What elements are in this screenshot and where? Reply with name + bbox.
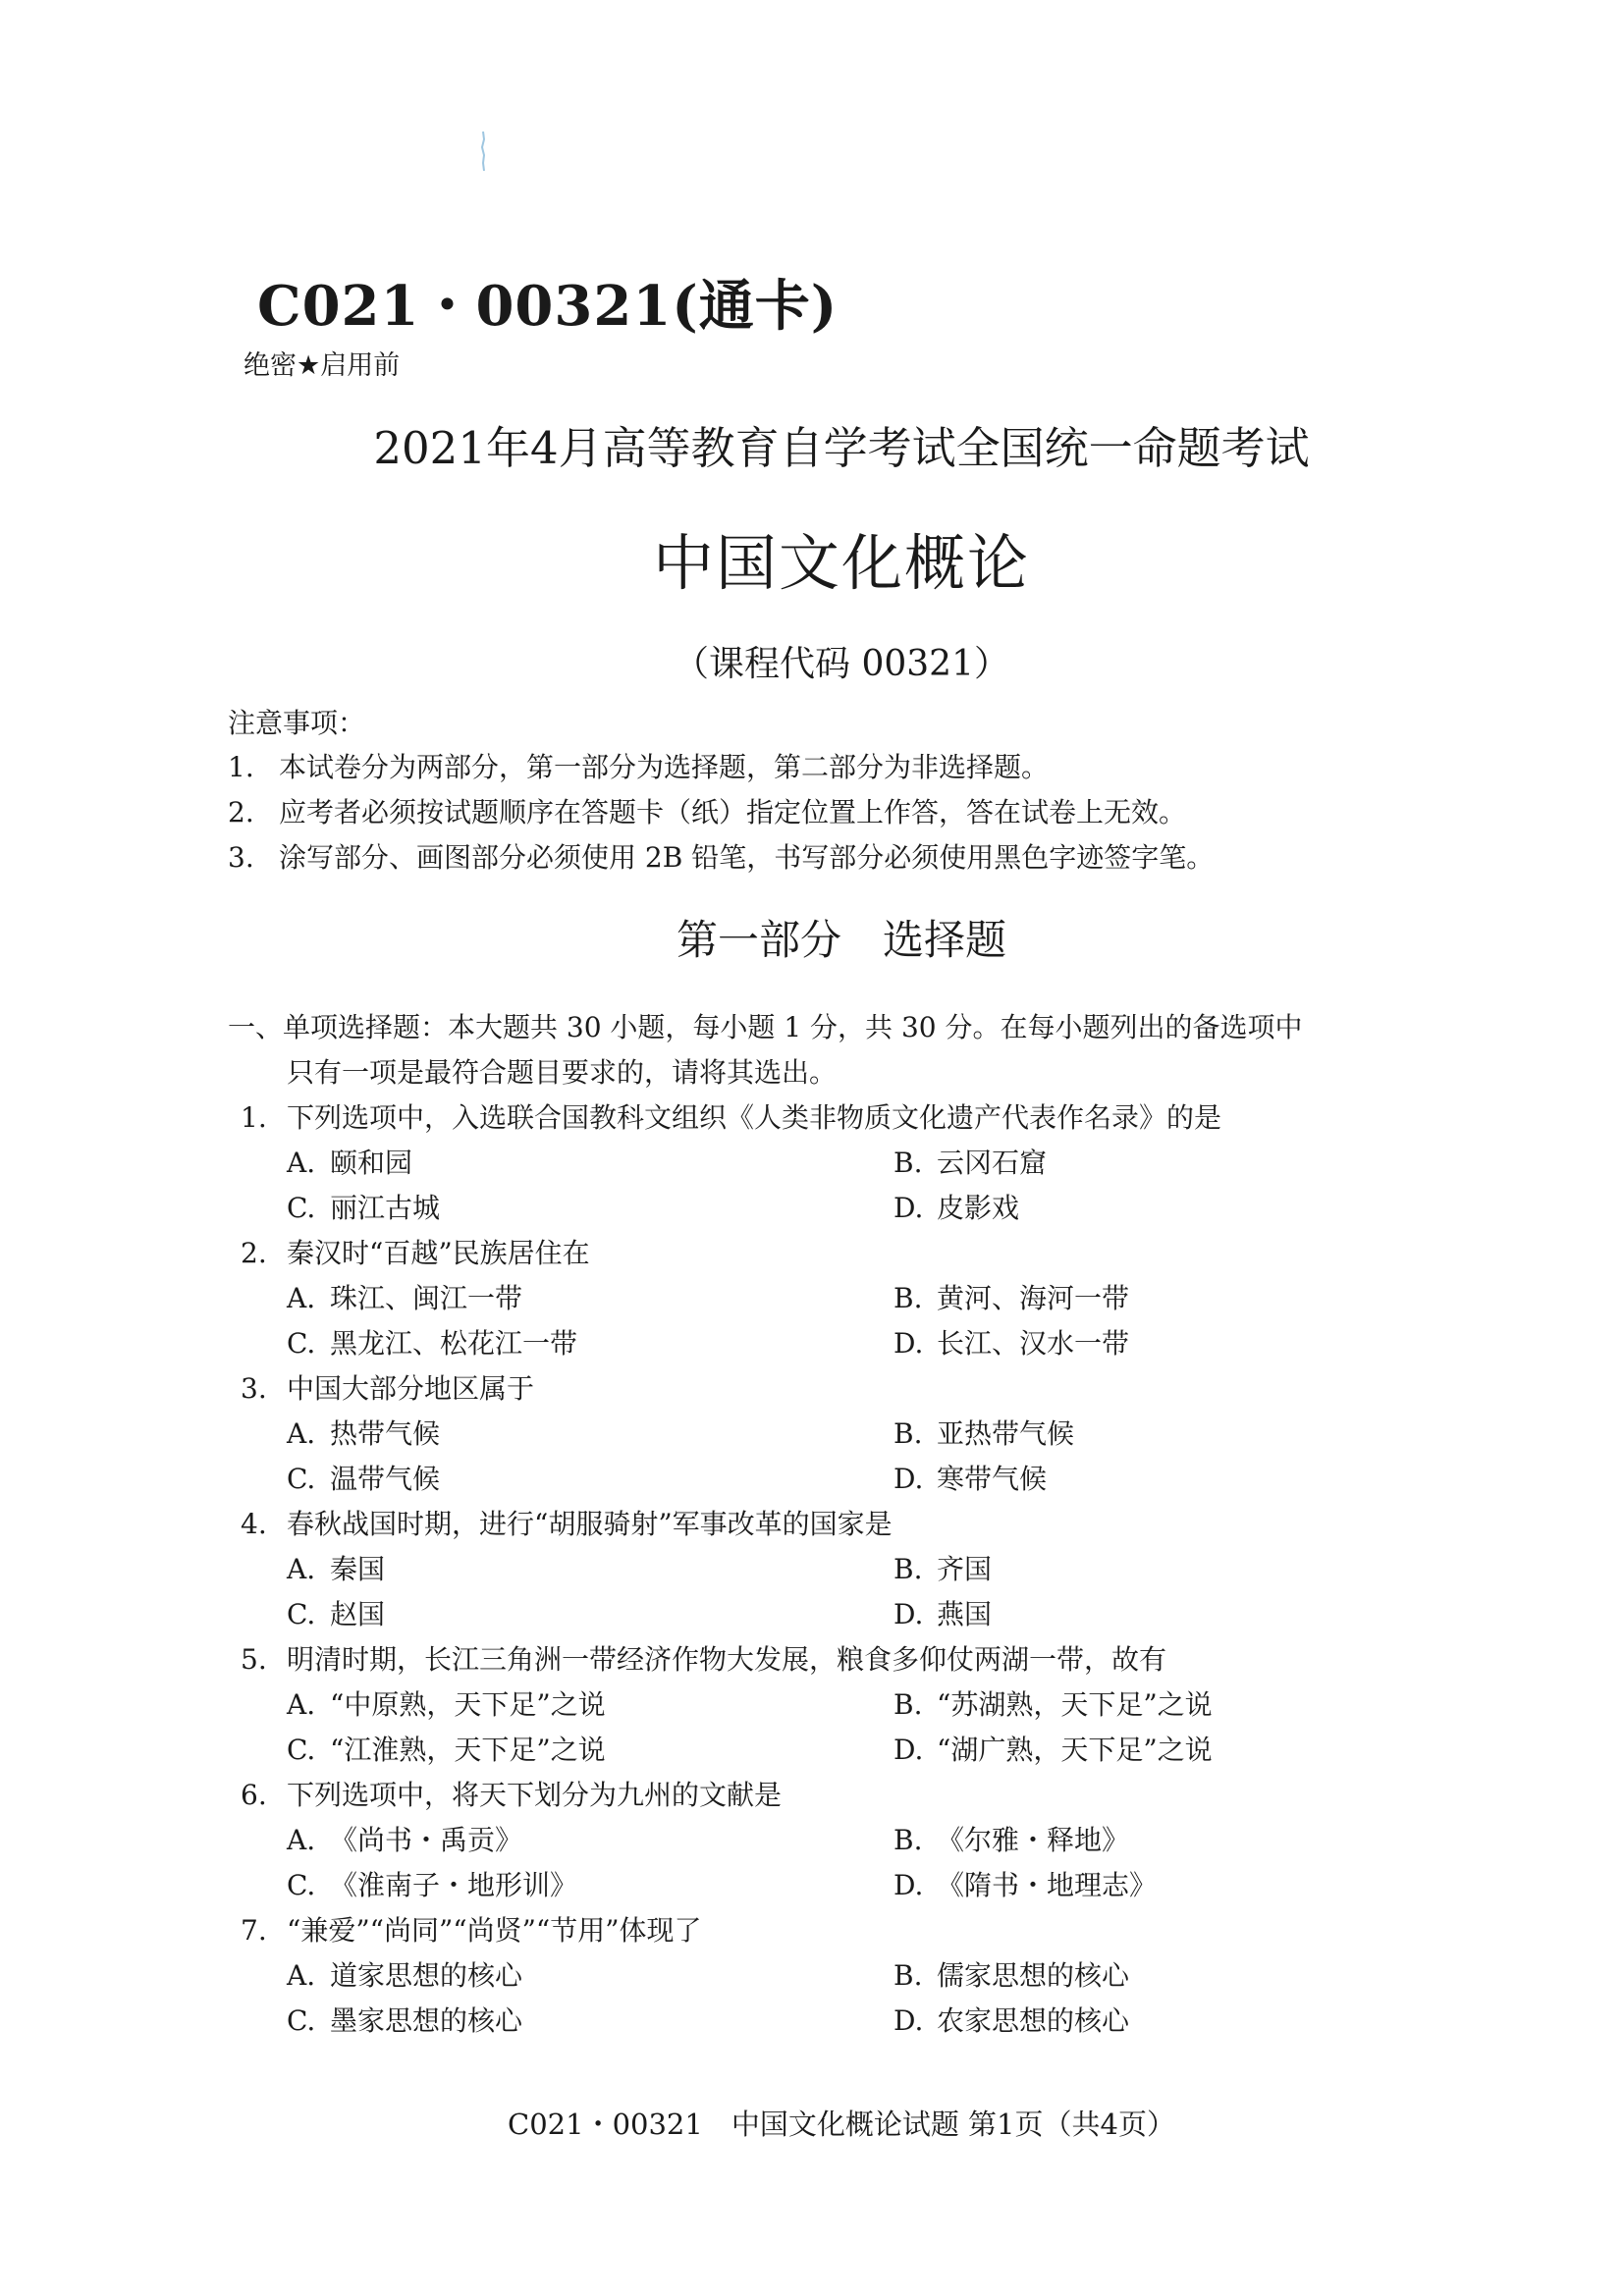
option-label: D.	[893, 1598, 924, 1630]
question-number: 7.	[241, 1914, 267, 1947]
option-text: 齐国	[937, 1553, 993, 1585]
notice-item	[228, 746, 1049, 785]
question-stem	[241, 1367, 534, 1407]
option	[893, 1954, 1129, 1994]
option-label: B.	[893, 1147, 923, 1179]
question-stem	[241, 1909, 702, 1949]
option-text: 皮影戏	[937, 1192, 1020, 1224]
option-label: D.	[893, 1327, 924, 1360]
page-footer: C021・00321 中国文化概论试题 第1页（共4页）	[508, 2108, 1175, 2141]
question-stem	[241, 1096, 1221, 1136]
option-label: B.	[893, 1688, 923, 1721]
option-label: A.	[287, 1688, 316, 1721]
scan-mark	[479, 130, 487, 179]
option-label: D.	[893, 1734, 924, 1766]
option-text: 《尚书・禹贡》	[330, 1824, 523, 1856]
option	[287, 1458, 440, 1497]
option-label: B.	[893, 1417, 923, 1450]
option-label: C.	[287, 1192, 316, 1224]
question-text: 明清时期，长江三角洲一带经济作物大发展，粮食多仰仗两湖一带，故有	[287, 1643, 1167, 1676]
option-text: 道家思想的核心	[330, 1959, 523, 1992]
exam-title: 2021年4月高等教育自学考试全国统一命题考试	[373, 422, 1310, 474]
option-text: 亚热带气候	[937, 1417, 1075, 1450]
question-stem	[241, 1774, 782, 1813]
option	[287, 1548, 385, 1587]
notice-heading: 注意事项：	[228, 707, 366, 739]
option-text: 燕国	[937, 1598, 993, 1630]
option	[287, 1187, 440, 1226]
option-text: “江淮熟，天下足”之说	[330, 1734, 606, 1766]
option-text: 《尔雅・释地》	[937, 1824, 1130, 1856]
option-text: 儒家思想的核心	[937, 1959, 1130, 1992]
exam-code: C021・00321(通卡)	[257, 274, 839, 339]
option	[287, 1683, 606, 1723]
section-intro: 一、单项选择题：本大题共 30 小题，每小题 1 分，共 30 分。在每小题列出的备选项中	[228, 1011, 1303, 1043]
option-label: A.	[287, 1959, 316, 1992]
option-text: “中原熟，天下足”之说	[330, 1688, 606, 1721]
question-text: 秦汉时“百越”民族居住在	[287, 1237, 590, 1269]
notice-number: 3.	[228, 841, 254, 874]
option-text: 《淮南子・地形训》	[330, 1869, 578, 1901]
notice-number: 1.	[228, 751, 254, 783]
question-stem	[241, 1503, 893, 1542]
option	[287, 1593, 385, 1632]
option	[893, 1413, 1074, 1452]
question-number: 1.	[241, 1101, 267, 1134]
option-label: A.	[287, 1282, 316, 1314]
option-label: D.	[893, 1192, 924, 1224]
option-text: 长江、汉水一带	[937, 1327, 1130, 1360]
option-text: 秦国	[330, 1553, 386, 1585]
option-text: 黑龙江、松花江一带	[330, 1327, 578, 1360]
notice-item	[228, 836, 1214, 876]
subject-title: 中国文化概论	[652, 527, 1030, 599]
option-label: B.	[893, 1282, 923, 1314]
question-number: 6.	[241, 1779, 267, 1811]
question-number: 5.	[241, 1643, 267, 1676]
option-label: C.	[287, 1463, 316, 1495]
option-text: 黄河、海河一带	[937, 1282, 1130, 1314]
confidential-label: 绝密★启用前	[244, 350, 401, 381]
question-text: 中国大部分地区属于	[287, 1372, 535, 1405]
option-label: C.	[287, 1327, 316, 1360]
option	[287, 2000, 522, 2039]
notice-text: 涂写部分、画图部分必须使用 2B 铅笔，书写部分必须使用黑色字迹签字笔。	[279, 841, 1215, 874]
notice-number: 2.	[228, 796, 254, 828]
option	[287, 1819, 522, 1858]
question-number: 2.	[241, 1237, 267, 1269]
option-label: A.	[287, 1553, 316, 1585]
option-label: B.	[893, 1824, 923, 1856]
question-text: 下列选项中，将天下划分为九州的文献是	[287, 1779, 783, 1811]
option-text: “湖广熟，天下足”之说	[937, 1734, 1213, 1766]
question-text: 下列选项中，入选联合国教科文组织《人类非物质文化遗产代表作名录》的是	[287, 1101, 1222, 1134]
option	[287, 1864, 577, 1903]
question-number: 4.	[241, 1508, 267, 1540]
option	[287, 1277, 522, 1316]
option-label: C.	[287, 1869, 316, 1901]
question-text: 春秋战国时期，进行“胡服骑射”军事改革的国家是	[287, 1508, 893, 1540]
option-text: 《隋书・地理志》	[937, 1869, 1158, 1901]
option	[287, 1729, 606, 1768]
option-label: A.	[287, 1147, 316, 1179]
option-text: 丽江古城	[330, 1192, 441, 1224]
option-text: 寒带气候	[937, 1463, 1048, 1495]
option-text: 温带气候	[330, 1463, 441, 1495]
option-label: B.	[893, 1553, 923, 1585]
notice-text: 本试卷分为两部分，第一部分为选择题，第二部分为非选择题。	[279, 751, 1050, 783]
option-text: 墨家思想的核心	[330, 2004, 523, 2037]
question-stem	[241, 1638, 1166, 1678]
option	[287, 1322, 577, 1362]
option	[893, 1187, 1019, 1226]
option	[893, 1864, 1157, 1903]
question-stem	[241, 1232, 590, 1271]
course-code: （课程代码 00321）	[674, 644, 1009, 684]
option	[893, 1593, 992, 1632]
option-label: C.	[287, 1598, 316, 1630]
option	[287, 1142, 412, 1181]
option	[893, 1322, 1129, 1362]
option-label: D.	[893, 1869, 924, 1901]
option	[893, 1683, 1213, 1723]
option	[287, 1413, 440, 1452]
option	[893, 1548, 992, 1587]
option-text: 云冈石窟	[937, 1147, 1048, 1179]
question-number: 3.	[241, 1372, 267, 1405]
option	[893, 1277, 1129, 1316]
option	[893, 1458, 1047, 1497]
section-intro-continued: 只有一项是最符合题目要求的，请将其选出。	[287, 1056, 838, 1089]
notice-text: 应考者必须按试题顺序在答题卡（纸）指定位置上作答，答在试卷上无效。	[279, 796, 1187, 828]
option-label: C.	[287, 2004, 316, 2037]
option-text: 珠江、闽江一带	[330, 1282, 523, 1314]
question-text: “兼爱”“尚同”“尚贤”“节用”体现了	[287, 1914, 702, 1947]
option	[287, 1954, 522, 1994]
notice-item	[228, 791, 1186, 830]
section-title: 第一部分 选择题	[676, 916, 1006, 964]
option	[893, 1729, 1213, 1768]
option-text: 赵国	[330, 1598, 386, 1630]
option-text: 热带气候	[330, 1417, 441, 1450]
option-label: A.	[287, 1824, 316, 1856]
option	[893, 1142, 1047, 1181]
option-text: 颐和园	[330, 1147, 413, 1179]
option	[893, 2000, 1129, 2039]
option	[893, 1819, 1129, 1858]
option-label: A.	[287, 1417, 316, 1450]
option-label: D.	[893, 2004, 924, 2037]
option-label: B.	[893, 1959, 923, 1992]
option-label: C.	[287, 1734, 316, 1766]
option-text: “苏湖熟，天下足”之说	[937, 1688, 1213, 1721]
option-text: 农家思想的核心	[937, 2004, 1130, 2037]
option-label: D.	[893, 1463, 924, 1495]
